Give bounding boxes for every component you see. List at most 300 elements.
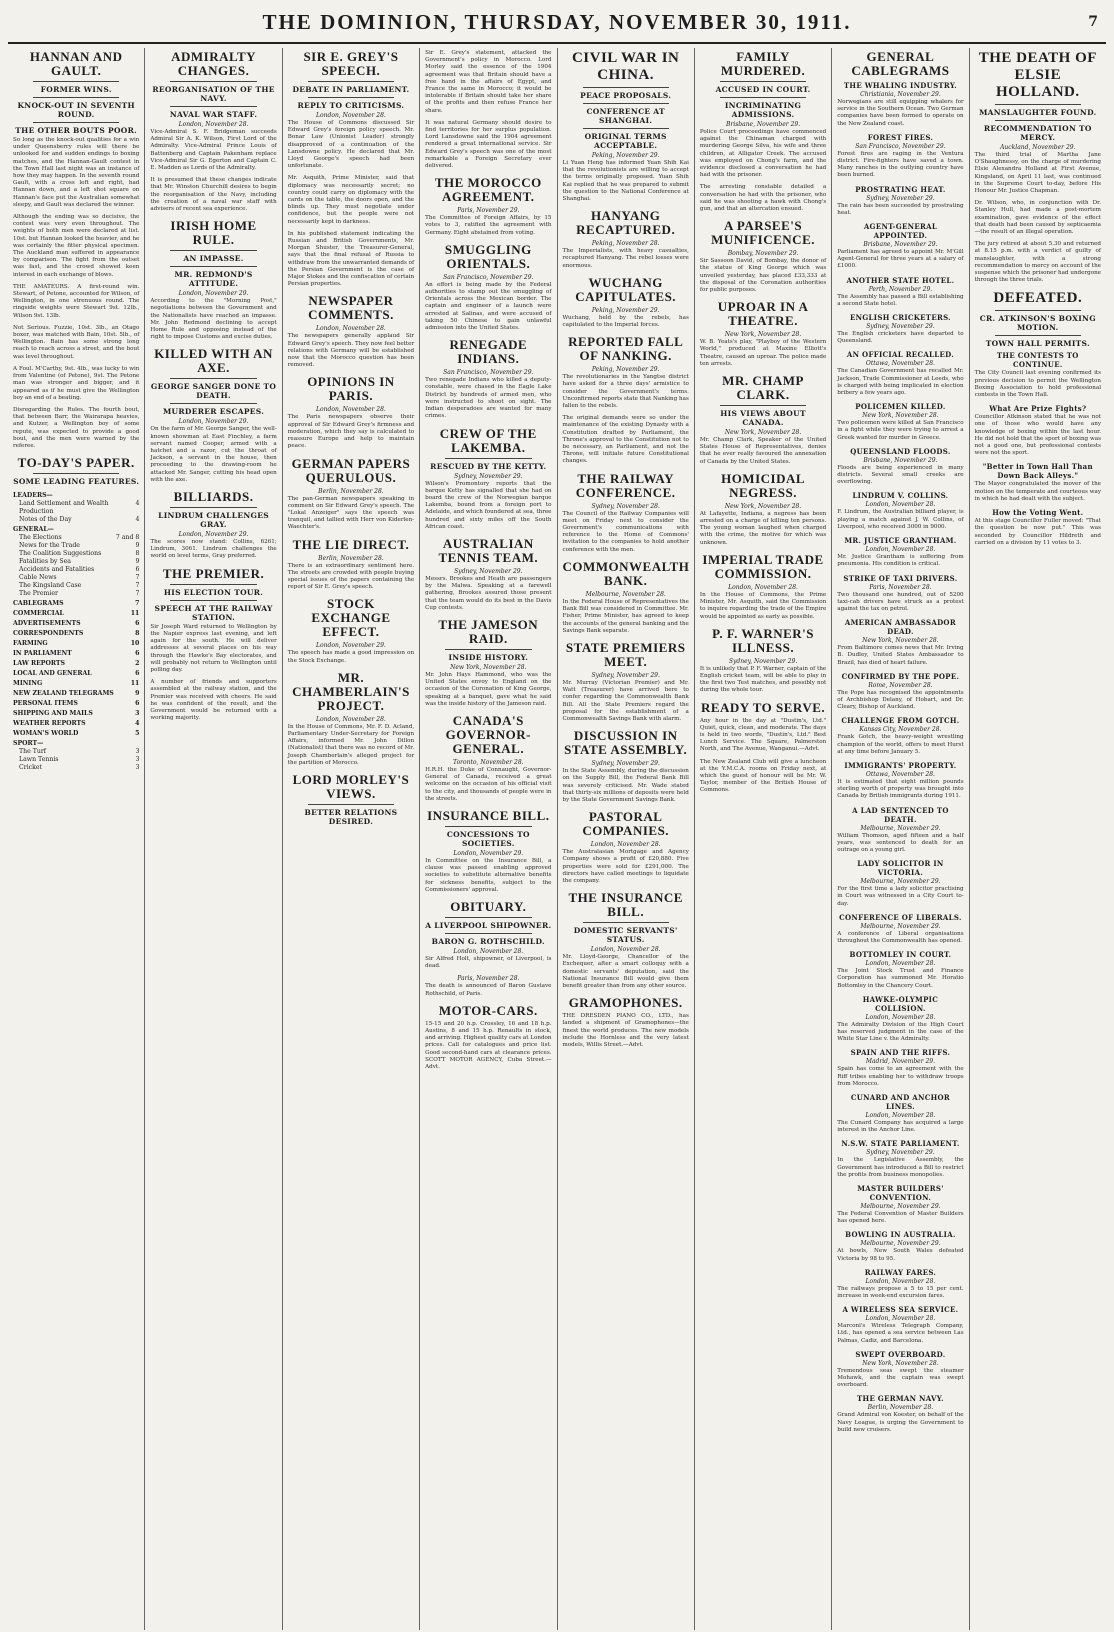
contents-page: 7 [135,574,140,582]
item-dateline: Peking, November 29. [591,366,660,374]
article [700,50,826,213]
item-body: The jury retired at about 5.30 and returned at 8.15 p.m. with a verdict of guilty of manslaughter, with a strong recommendation to mercy on account of the suspense which the prisoner had undergone through the three trials. [974,241,1101,284]
article-headline: INSURANCE BILL. [427,807,550,823]
news-item [837,761,963,801]
item-dateline: Melbourne, November 29. [860,1203,941,1211]
article [150,50,276,213]
item-dateline: London, November 28. [865,1315,936,1323]
news-item [837,350,963,397]
article [425,176,551,237]
article-subhead: GEORGE SANGER DONE TO DEATH. [150,382,277,401]
news-item [288,175,414,225]
contents-page: 5 [135,730,140,738]
item-dateline: London, November 28. [865,960,936,968]
news-item [150,418,276,484]
article-subhead: FORMER WINS. [40,85,112,94]
news-item [150,121,276,172]
item-dateline: London, November 29. [178,418,249,426]
news-item [975,241,1101,284]
item-dateline: Melbourne, November 29. [860,824,941,832]
item-dateline: Paris, November 29. [457,207,520,215]
divider-rule [583,87,669,88]
article [563,472,689,554]
contents-label: The Kingsland Case [19,582,82,590]
contents-label: Accidents and Fatalities [19,566,95,574]
article [425,50,551,170]
item-body: In the Federal House of Representatives the Bank Bill was considered in Committee. Mr. Fisher, Prime Minister, has agreed to keep the accounts of the general banking and the Savings Bank separate. [562,598,689,634]
item-headline: "Better in Town Hall Than Down Back Alleys." [982,462,1093,481]
divider-rule [995,335,1081,336]
item-dateline: London, November 29. [453,849,524,857]
news-item [837,276,963,308]
article-headline: GENERAL CABLEGRAMS [851,49,950,78]
article-subhead: TOWN HALL PERMITS. [985,339,1090,349]
contents-label: Cricket [19,764,43,772]
item-headline: STRIKE OF TAXI DRIVERS. [843,573,958,583]
article-subhead: MURDERER ESCAPES. [162,407,265,417]
article [13,50,139,450]
article [150,347,276,484]
page-number: 7 [1088,14,1098,30]
news-item [837,222,963,271]
article [975,50,1101,284]
news-item [837,1230,963,1262]
column-7 [831,48,968,1630]
article [288,457,414,532]
contents-label: WEATHER REPORTS [13,720,86,728]
contents-page: 7 [135,600,140,608]
news-item [425,850,551,894]
divider-rule [170,584,256,585]
contents-page: 6 [135,650,140,658]
item-dateline: Sydney, November 29. [866,194,935,202]
item-body: The third trial of Martha Jane O'Shaughnessy, on the charge of murdering Elsie Alexandra Holland at First Avenue, Kingsland, on April 11 last, was continued in the Supreme Court to-day, before His Honour Mr. Justice Chapman. [974,152,1101,195]
item-dateline: Madrid, November 29. [865,1058,936,1066]
item-dateline: Ottawa, November 28. [865,360,935,368]
article [425,427,551,531]
news-item [837,313,963,345]
news-item [13,284,139,320]
news-item [837,913,963,945]
contents-page: 9 [135,558,140,566]
item-dateline: London, November 28. [453,947,524,955]
item-headline: ANOTHER STATE HOTEL. [846,275,955,285]
item-dateline: London, November 29. [178,531,249,539]
article-headline: AUSTRALIAN TENNIS TEAM. [438,535,539,565]
item-body: It is unlikely that P. F. Warner, captain of the English cricket team, will be able to play in the first two Test matches, and possibly not during the whole tour. [699,665,827,694]
article-subhead: CR. ATKINSON'S BOXING MOTION. [979,314,1096,333]
item-body: Forest fires are raging in the Ventura district. Fire-fighters have saved a town. Many ranches in the outlying country have been burned. [837,150,964,179]
article-subhead: RESCUED BY THE KETTY. [430,461,547,471]
item-body: The New Zealand Club will give a luncheon at the Y.M.C.A. rooms on Friday next, at which the guest of honour will be Mr. W. Taylor, member of the British House of Commons. [699,758,827,794]
item-dateline: New York, November 28. [450,663,527,671]
news-item [150,290,276,341]
item-body: The rain has been succeeded by prostrating heat. [837,202,964,216]
item-body: The Committee of Foreign Affairs, by 15 votes to 3, ratified the agreement with Germany. Eight abstained from voting. [425,215,552,236]
item-headline: What Are Prize Fights? [989,404,1087,414]
item-body: Two renegade Indians who killed a deputy-constable, were chased in the Eagle Lake District by hundreds of armed men, who were instructed to shoot on sight. The Indian desperadoes are wanted for many crimes. [425,377,552,420]
column-3 [282,48,419,1630]
contents-entry [13,550,139,558]
news-item [425,207,551,237]
item-headline: CUNARD AND ANCHOR LINES. [850,1093,951,1111]
contents-entry [13,590,139,598]
item-dateline: Paris, November 28. [457,975,520,983]
item-body: Mr. Lloyd-George, Chancellor of the Exchequer, after a smart colloquy with a domestic servants' deputation, said the National Insurance Bill would give them benefit greater than from any other source. [562,954,689,989]
column-1 [8,48,144,1630]
item-headline: THE CONTESTS TO CONTINUE. [996,351,1079,370]
item-dateline: London, November 28. [316,112,386,119]
contents-entry [13,534,139,542]
contents-page: 9 [135,690,140,698]
article-headline: PASTORAL COMPANIES. [582,809,670,839]
item-headline: A WIRELESS SEA SERVICE. [842,1305,959,1315]
item-dateline: Brisbane, November 29. [726,121,801,128]
contents-label: WOMAN'S WORLD [13,730,79,738]
news-item [563,152,689,203]
contents-page: 7 [135,582,140,590]
item-body: At Lafayette, Indiana, a negress has been arrested on a charge of killing ten persons. The young woman laughed when charged with the crime, the motive for which was unknown. [699,510,827,546]
item-dateline: San Francisco, November 29. [855,142,946,150]
item-body: In the State Assembly, during the discussion on the Supply Bill, the Federal Bank Bill was severely criticised. Mr. Wade stated that thirty-six millions of deposits were held by the State Government Savings Bank. [562,768,689,803]
divider-rule [720,81,806,82]
contents-entry [13,582,139,590]
article-headline: WUCHANG CAPITULATES. [575,274,677,304]
divider-rule [170,507,256,508]
article-headline: STATE PREMIERS MEET. [565,639,686,669]
news-item [837,1139,963,1179]
article [700,374,826,466]
contents-entry [13,492,139,500]
article-subhead: HIS VIEWS ABOUT CANADA. [720,409,806,428]
news-item [700,429,826,466]
item-body: The Pope has recognised the appointments of Archbishop Delany, of Hobart, and Dr. Cleary, Bishop of Auckland. [837,689,964,711]
contents-label: News for the Trade [19,542,80,550]
item-headline: SPAIN AND THE RIFFS. [850,1048,951,1058]
item-headline: RAILWAY FARES. [864,1267,937,1277]
item-body: Tremendous seas swept the steamer Mohawk, and the captain was swept overboard. [837,1367,964,1389]
article [425,714,551,803]
article [425,1004,551,1071]
item-dateline: London, November 28. [316,325,386,333]
item-dateline: New York, November 28. [724,502,802,510]
item-body: Councillor Atkinson stated that he was not one of those who would have any knowledge of boxing within the last hour. He did not hold that the sport of boxing was not a good one, but professional contests were not the sport. [974,414,1101,457]
news-item [700,584,826,621]
divider-rule [995,104,1081,105]
contents-entry [13,500,139,516]
news-item [975,144,1101,195]
news-item [837,995,963,1044]
contents-page: 3 [135,764,140,772]
item-body: Mr. Justice Grantham is suffering from pneumonia. His condition is critical. [837,554,964,568]
article-headline: SMUGGLING ORIENTALS. [444,241,532,271]
news-item [150,177,276,213]
item-headline: QUEENSLAND FLOODS. [850,446,951,456]
item-body: The Federal Convention of Master Builders has opened here. [837,1211,964,1225]
item-headline: How the Voting Went. [992,508,1084,518]
article-subhead: MANSLAUGHTER FOUND. [979,108,1097,117]
contents-list [13,492,139,772]
item-dateline: London, November 28. [316,715,386,723]
item-body: An effort is being made by the Federal authorities to stamp out the smuggling of Orientals across the Mexican border. The captain and engineer of a launch were arrested at Salinas, and were accused of taking 50 Chinese to gain unlawful admission into the United States. [425,281,552,332]
item-dateline: Sydney, November 29. [591,760,660,768]
article [425,809,551,894]
article-subhead: INSIDE HISTORY. [448,652,529,662]
article [288,50,414,288]
divider-rule [308,81,394,82]
item-dateline: Rome, November 28. [868,681,933,689]
news-item [837,1048,963,1088]
item-dateline: Berlin, November 28. [318,554,384,562]
contents-label: Lawn Tennis [19,756,59,764]
divider-rule [445,826,531,827]
news-item [13,137,139,209]
news-item [425,664,551,708]
contents-page: 4 [135,516,140,524]
item-dateline: Toronto, November 28. [453,758,524,766]
contents-entry [13,700,139,708]
news-item [425,50,551,115]
article-headline: RENEGADE INDIANS. [449,337,528,367]
item-dateline: New York, November 28. [862,412,939,420]
item-body: Parliament has agreed to appoint Mr. M'Gill Agent-General for three years at a salary of £1000. [837,249,964,270]
article [563,641,689,723]
item-body: In Committee on the Insurance Bill, a clause was passed enabling approved societies to substitute alternative benefits for sickness benefits, subject to the Commissioners' approval. [425,857,552,893]
contents-page: 7 and 8 [115,534,140,542]
item-dateline: Auckland, November 29. [1000,144,1076,151]
news-item [837,1394,963,1434]
item-dateline: Melbourne, November 28. [585,590,666,598]
news-item [700,121,826,179]
article-headline: IMPERIAL TRADE COMMISSION. [702,551,824,581]
contents-label: SPORT— [13,740,44,748]
news-item [837,185,963,217]
article-subhead: INCRIMINATING ADMISSIONS. [724,101,802,119]
contents-label: FARMING [13,640,48,648]
article [700,219,826,294]
contents-entry [13,690,139,698]
article-headline: UPROAR IN A THEATRE. [717,299,809,329]
item-headline: POLICEMEN KILLED. [855,402,946,412]
divider-rule [33,97,119,98]
news-item [563,672,689,723]
item-dateline: London, November 28. [865,1277,936,1285]
item-body: The Joint Stock Trust and Finance Corporation has summoned Mr. Horatio Bottomley in the Chancery Court. [837,968,964,989]
news-item [563,307,689,329]
item-headline: BOWLING IN AUSTRALIA. [845,1230,956,1240]
article-headline: ADMIRALTY CHANGES. [171,49,257,78]
item-body: Marconi's Wireless Telegraph Company, Ltd., has opened a sea service between Las Palmas, Cadiz, and Barcelona. [837,1323,964,1344]
contents-label: COMMERCIAL [13,610,64,618]
news-item [13,366,139,402]
contents-page: 8 [135,630,140,638]
item-dateline: Sydney, November 29. [728,657,798,665]
item-body: THE AMATEURS. A first-round win. Stewart, of Petone, accounted for Wilson, of Wellington, in one strenuous round. The ringside weights were Stewart 9st. 12lb., Wilson 9st. 13lb. [13,283,140,319]
contents-label: LEADERS— [13,492,53,500]
item-dateline: Sydney, November 29. [866,1149,935,1157]
article-subhead: THE OTHER BOUTS POOR. [15,126,138,135]
news-item [700,658,826,695]
item-body: W. B. Yeats's play, "Playboy of the Western World," produced at Maxine Elliott's Theatre, caused an uproar. The police made ten arrests. [699,339,827,367]
article-headline: LORD MORLEY'S VIEWS. [292,771,410,801]
item-body: The Council of the Railway Companies will meet on Friday next to consider the Government's communications with reference to the Home of Commons' invitation to the companies to hold another conference with the men. [562,510,689,553]
item-dateline: Sydney, November 29. [454,567,523,575]
news-item [837,133,963,180]
masthead [8,6,1106,44]
contents-label: The Turf [19,748,47,756]
item-dateline: Melbourne, November 29. [860,922,941,930]
news-item [288,406,414,450]
contents-page: 3 [135,756,140,764]
masthead-title: THE DOMINION, THURSDAY, NOVEMBER 30, 1911. [262,10,852,34]
contents-page: 6 [135,700,140,708]
item-headline: AGENT-GENERAL APPOINTED. [863,222,938,241]
item-dateline: Kansas City, November 28. [859,726,942,734]
item-body: The original demands were so under the maintenance of the existing Dynasty with a Constitution drafted by Parliament, the Throne's approval to the Constitution not to be necessary, an Parliament, and not the Throne, will initiate future Constitutional changes. [562,415,689,465]
item-dateline: London, November 28. [865,1112,936,1119]
article-headline: KILLED WITH AN AXE. [154,346,273,376]
news-item [425,975,551,997]
item-body: The Australasian Mortgage and Agency Company shows a profit of £20,880. Five properties were sold for £291,000. The directors have called meetings to liquidate the company. [562,849,689,884]
item-body: A number of friends and supporters assembled at the railway station, and the Premier was received with cheers. He said he was confident of the result, and the Government would be returned with a working majority. [150,679,277,722]
item-headline: ENGLISH CRICKETERS. [849,313,951,323]
item-dateline: London, November 28. [590,946,661,954]
article-headline: P. F. WARNER'S ILLNESS. [712,625,814,655]
news-item [150,531,276,561]
contents-entry [13,740,139,748]
contents-entry [13,650,139,658]
item-body: Any hour in the day at "Dustin's, Ltd." Quiet, quick, clean, and moderate. The days is held in two words, "Dustin's, Ltd." Best Lunch Service. The Square, Palmerston North, and The Avenue, Wanganui.—Advt. [699,717,827,753]
item-body: Mr. Champ Clark, Speaker of the United States House of Representatives, denies that he ever really favoured the annexation of Canada by the United States. [699,437,827,465]
article [563,276,689,329]
news-item [425,759,551,803]
article-headline: A PARSEE'S MUNIFICENCE. [711,218,815,248]
item-body: The speech has made a good impression on the Stock Exchange. [287,650,415,664]
contents-entry [13,574,139,582]
news-item [13,407,139,450]
news-item [150,624,276,674]
article [288,773,414,826]
divider-rule [445,649,531,650]
news-item [13,325,139,361]
item-body: Frank Gotch, the heavy-weight wrestling champion of the world, offers to meet Hurst at any time before January 5. [837,734,964,755]
contents-entry [13,710,139,718]
article-headline: GERMAN PAPERS QUERULOUS. [291,455,411,485]
divider-rule [445,917,531,918]
contents-entry [13,620,139,628]
item-body: Police Court proceedings have commenced against the Chinaman charged with murdering George Silva, his wife and three children, at Alligator Creek. The accused was employed on Chong's farm, and the evidence disclosed a conversation he had had with the prisoner. [699,129,827,179]
item-body: Vice-Admiral S. F. Bridgeman succeeds Admiral Sir A. K. Wilson, First Lord of the Admiralty. Vice-Admiral Prince Louis of Battenberg and Captain Pakenham replace Vice-Admiral Sir G. Egerton and Captain C. E. Madden as Lords of the Admiralty. [150,129,277,172]
article-subhead: BETTER RELATIONS DESIRED. [304,807,398,826]
item-body: The railways propose a 5 to 15 per cent. increase in week-end excursion fares. [837,1285,964,1300]
columns [8,48,1106,1630]
item-dateline: New York, November 28. [862,1359,939,1367]
article-headline: REPORTED FALL OF NANKING. [568,334,684,364]
article [563,560,689,635]
item-headline: AMERICAN AMBASSADOR DEAD. [844,618,956,637]
item-body: THE DRESDEN PIANO CO., LTD., has landed a shipment of Gramophones—the finest the world produces. The new models include the Hornless and the very latest models, Willis Street.—Advt. [562,1013,689,1048]
contents-entry [13,566,139,574]
article-subhead: A LIVERPOOL SHIPOWNER. [425,920,552,930]
news-item [837,536,963,568]
divider-rule [170,403,256,404]
item-body: Spain has come to an agreement with the Riff tribes enabling her to withdraw troops from Morocco. [837,1066,964,1087]
article-headline: GRAMOPHONES. [568,995,683,1011]
article [425,537,551,612]
contents-label: LOCAL AND GENERAL [13,670,92,678]
news-item [425,948,551,970]
news-item [563,841,689,885]
article-headline: THE DEATH OF ELSIE HOLLAND. [978,50,1097,100]
article-headline: DISCUSSION IN STATE ASSEMBLY. [564,728,688,758]
contents-page: 4 [135,720,140,728]
item-body: Two policemen were killed at San Francisco in a fight while they were trying to arrest a Greek wanted for murder in Greece. [837,420,964,441]
news-item [425,473,551,531]
item-body: It is estimated that eight million pounds sterling worth of property was brought into Canada by British immigrants during 1911. [837,778,964,800]
item-dateline: London, November 28. [178,121,249,128]
item-body: According to the "Morning Post," negotiations between the Government and the Nationalists have reached an impasse. Mr. John Redmond declining to accept Home Rule and opposing instead of the right to impose Customs and excise duties. [150,298,277,341]
news-item [288,555,414,592]
divider-rule [308,97,394,98]
item-body: H.R.H. the Duke of Connaught, Governor-General of Canada, received a great welcome on the occasion of his official visit to the city, and thousands of people were in the streets. [425,766,552,802]
item-body: Sir Sassoon David, of Bombay, the donor of the statue of King George which was unveiled yesterday, has placed £33,333 at the disposal of the Coronation authorities for public purposes. [699,258,827,294]
article-headline: IRISH HOME RULE. [170,218,257,248]
item-body: For the first time a lady solicitor practising in Court was witnessed in a City Court to-day. [837,886,964,907]
item-dateline: London, November 28. [865,1013,936,1021]
contents-entry [13,516,139,524]
news-item [425,1021,551,1071]
contents-entry [13,730,139,738]
item-headline: FOREST FIRES. [867,132,934,142]
item-dateline: Brisbane, November 29. [863,241,938,249]
item-body: Not Serious. Fuzzie, 10st. 3lb., an Otago boxer, was matched with Bain, 10st. 5lb., of Wellington. Bain has some strong long reach to reach across a street, and the bout was level throughout. [13,324,140,360]
contents-label: ADVERTISEMENTS [13,620,81,628]
column-4 [419,48,556,1630]
item-dateline: Sydney, November 29. [454,472,523,480]
article-subhead: RECOMMENDATION TO MERCY. [983,124,1092,142]
news-item [837,1305,963,1345]
article-subhead: PEACE PROPOSALS. [580,91,672,100]
item-dateline: London, November 29. [316,642,386,650]
news-item [563,760,689,804]
article-headline: HANYANG RECAPTURED. [576,208,676,238]
news-item [837,574,963,614]
item-dateline: New York, November 28. [862,637,939,645]
item-headline: MR. JUSTICE GRANTHAM. [844,536,957,546]
contents-label: IN PARLIAMENT [13,650,72,658]
item-dateline: Melbourne, November 29. [860,878,941,886]
article-headline: OPINIONS IN PARIS. [307,374,395,404]
article-headline: THE LIE DIRECT. [292,536,410,552]
item-body: The City Council last evening confirmed its previous decision to permit the Wellington Boxing Association to hold professional contests in the Town Hall. [974,370,1101,399]
article [975,290,1101,546]
item-body: Grand Admiral von Koester, on behalf of the Navy League, is urging the Government to build new cruisers. [837,1412,964,1433]
divider-rule [170,266,256,267]
news-item [700,184,826,213]
item-body: In his published statement indicating the Russian and British Governments, Mr. Morgan Shuster, the Treasurer-General, says that the final refusal of Russia to withdraw from the unwarranted demands of the Persian Government is the case of Major Stokes and the confiscation of certain Persian properties. [287,230,415,288]
news-item [700,250,826,294]
news-item [975,351,1101,399]
item-body: It was natural Germany should desire to find territories for her surplus population. Lord Lansdowne said the 1904 agreement rendered a great international service. Sir Edward Grey's speech was one of the most remarkable a Foreign Secretary ever delivered. [425,119,552,170]
news-item [837,1184,963,1225]
article-subhead: DEBATE IN PARLIAMENT. [292,85,410,94]
article [700,627,826,695]
item-dateline: Ottawa, November 28. [865,770,935,778]
contents-page: 2 [135,660,140,668]
news-item [288,112,414,170]
item-body: The newspapers generally applaud Sir Edward Grey's speech. They now feel better relations with Germany will be established now that the Morocco question has been removed. [287,333,415,369]
contents-label: The Coalition Suggestions [19,550,102,558]
